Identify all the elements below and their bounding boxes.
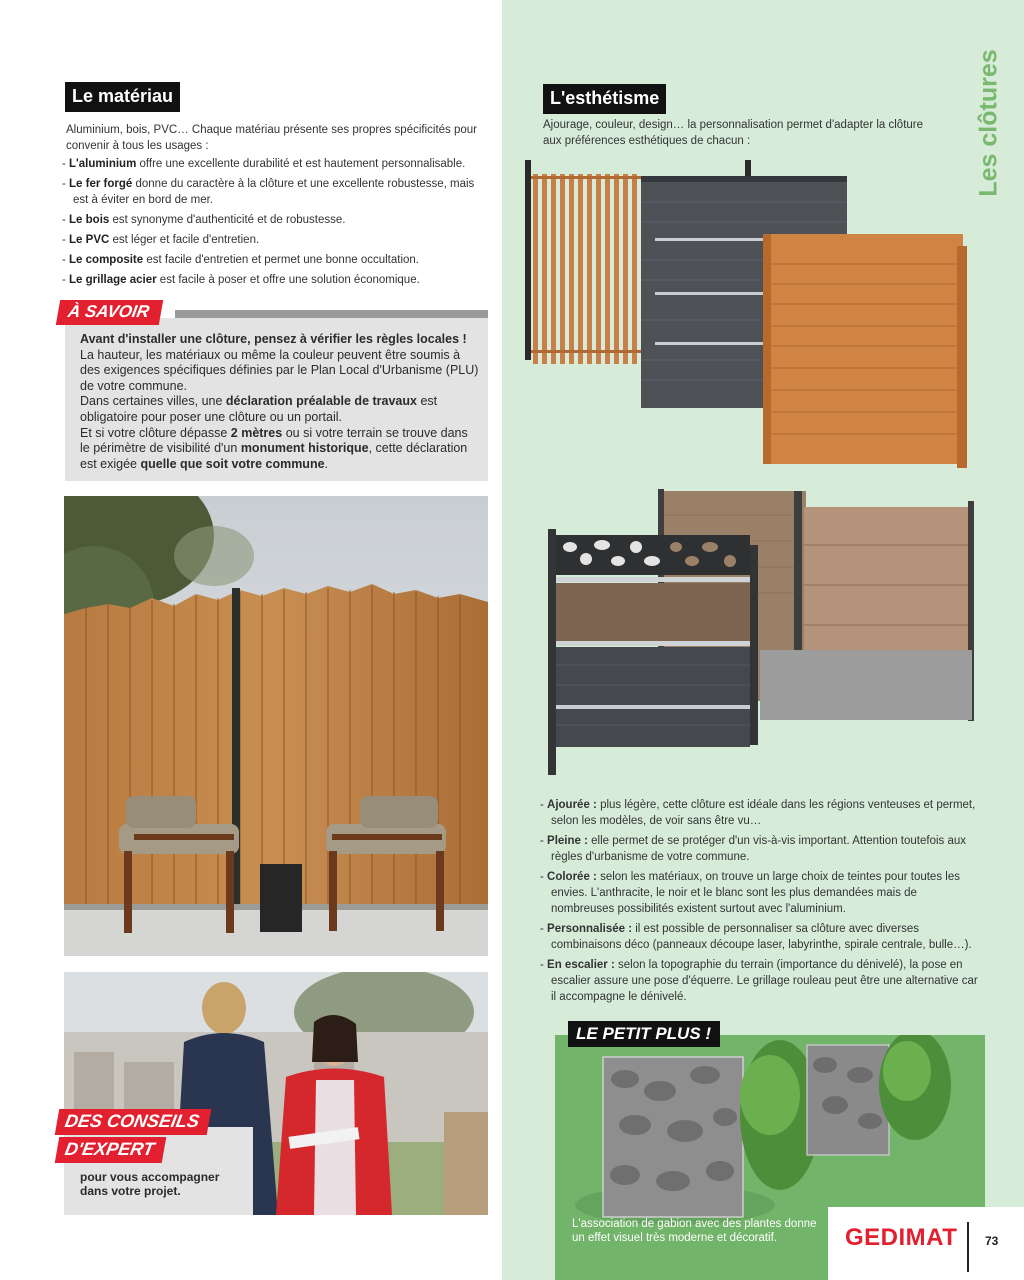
list-item: - Le grillage acier est facile à poser et offre une solution économique.	[62, 274, 420, 286]
materiau-heading: Le matériau	[65, 82, 180, 112]
petit-plus-caption: L'association de gabion avec des plantes donne un effet visuel très moderne et décoratif.	[572, 1218, 817, 1244]
page-number: 73	[985, 1234, 999, 1248]
section-side-title: Les clôtures	[974, 49, 1003, 197]
list-item: - Personnalisée : il est possible de personnaliser sa clôture avec diverses combinaisons déco (panneaux découpe laser, labyrinthe, spirale centrale, bulle…).	[540, 923, 972, 951]
gedimat-logo: GEDIMAT	[845, 1224, 958, 1251]
esthetisme-heading: L'esthétisme	[543, 84, 666, 114]
savoir-tag: À SAVOIR	[56, 300, 163, 325]
materiau-list	[62, 156, 492, 292]
list-item: - Pleine : elle permet de se protéger d'un vis-à-vis important. Attention toutefois aux règles d'urbanisme de votre commune.	[540, 835, 966, 863]
list-item: - L'aluminium offre une excellente durabilité et est hautement personnalisable.	[62, 158, 466, 170]
list-item: - Le bois est synonyme d'authenticité et de robustesse.	[62, 214, 346, 226]
savoir-lead: Avant d'installer une clôture, pensez à vérifier les règles locales !	[80, 332, 467, 346]
esthetisme-intro: Ajourage, couleur, design… la personnalisation permet d'adapter la clôture aux préférences esthétiques de chacun :	[543, 119, 924, 147]
decorative-fence-illustration	[540, 485, 980, 780]
list-item: - Le fer forgé donne du caractère à la clôture et une excellente robustesse, mais est à éviter en bord de mer.	[62, 178, 475, 206]
materiau-intro: Aluminium, bois, PVC… Chaque matériau présente ses propres spécificités pour convenir à tous les usages :	[66, 124, 477, 152]
list-item: - En escalier : selon la topographie du terrain (importance du dénivelé), la pose en escalier assure une pose d'équerre. Le grillage rouleau peut être une alternative car il accompagne le dénivelé.	[540, 959, 978, 1003]
wooden-fence-photo	[64, 496, 488, 956]
footer-divider	[967, 1222, 969, 1272]
fence-panels-illustration	[505, 150, 985, 475]
savoir-text: Avant d'installer une clôture, pensez à vérifier les règles locales ! La hauteur, les matériaux ou même la couleur peuvent être soumis à des exigences spécifiques définies par le Plan Local d'Urbanisme (PLU) de votre commune. Dans certaines villes, une déclaration préalable de travaux est obligatoire pour poser une clôture ou un portail. Et si votre clôture dépasse 2 mètres ou si votre terrain se trouve dans le périmètre de visibilité d'un monument historique, cette déclaration est exigée quelle que soit votre commune.	[80, 332, 479, 471]
expert-tag-line2: D'EXPERT	[55, 1137, 167, 1163]
petit-plus-tag: LE PETIT PLUS !	[568, 1021, 720, 1047]
expert-subtitle: pour vous accompagner dans votre projet.	[80, 1170, 220, 1198]
esthetisme-list	[540, 797, 980, 1009]
list-item: - Le composite est facile d'entretien et permet une bonne occultation.	[62, 254, 419, 266]
list-item: - Le PVC est léger et facile d'entretien.	[62, 234, 260, 246]
savoir-divider	[175, 310, 488, 318]
expert-tag-line1: DES CONSEILS	[55, 1109, 212, 1135]
list-item: - Ajourée : plus légère, cette clôture est idéale dans les régions venteuses et permet, selon les modèles, de voir sans être vu…	[540, 799, 976, 827]
list-item: - Colorée : selon les matériaux, on trouve un large choix de teintes pour toutes les envies. L'anthracite, le noir et le blanc sont les plus demandées mais de nombreuses possibilités existent surtout avec l'aluminium.	[540, 871, 960, 915]
